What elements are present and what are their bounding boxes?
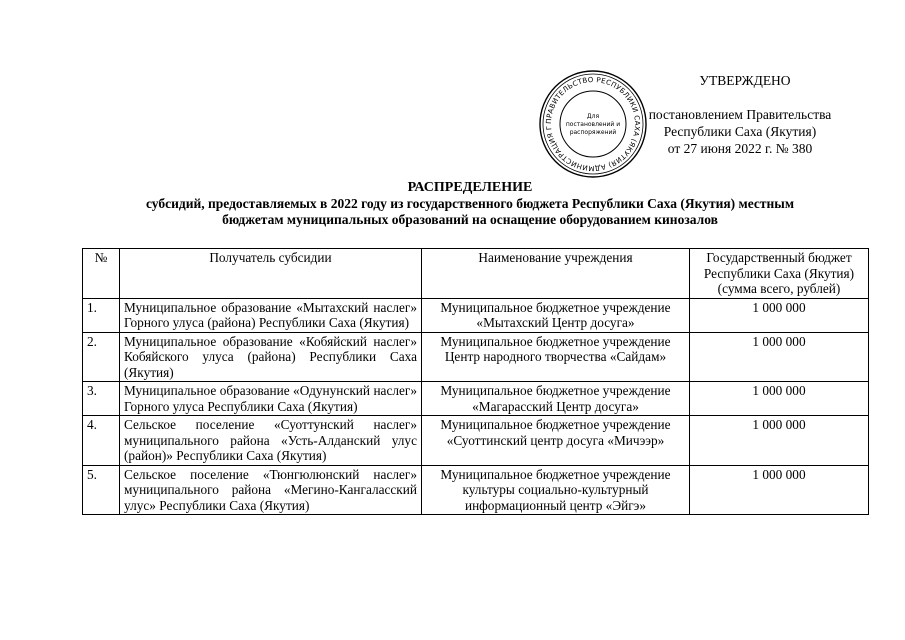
row-recipient: Муниципальное образование «Кобяйский наслег» Кобяйского улуса (района) Республики Саха (Якутия) [120,332,422,382]
seal-center-line-1: Для [586,113,600,120]
table-row [83,298,869,332]
title-main: РАСПРЕДЕЛЕНИЕ [407,180,533,195]
document-title [40,180,900,228]
row-amount: 1 000 000 [690,298,869,332]
row-institution: Муниципальное бюджетное учреждение Центр народного творчества «Сайдам» [422,332,690,382]
row-institution: Муниципальное бюджетное учреждение «Суоттинский центр досуга «Мичээр» [422,416,690,466]
row-amount: 1 000 000 [690,465,869,515]
approval-line-3: от 27 июня 2022 г. № 380 [667,141,813,156]
table-row [83,382,869,416]
approval-block [630,72,850,157]
row-institution: Муниципальное бюджетное учреждение «Мытахский Центр досуга» [422,298,690,332]
seal-center-line-2: постановлений и [565,121,621,128]
row-num: 4. [83,416,120,466]
row-institution: Муниципальное бюджетное учреждение культуры социально-культурный информационный центр «Эйгэ» [422,465,690,515]
table-row [83,465,869,515]
seal-center-line-3: распоряжений [569,129,617,136]
title-line-1: субсидий, предоставляемых в 2022 году из государственного бюджета Республики Саха (Якутия) местным [145,196,795,211]
row-recipient: Сельское поселение «Суоттунский наслег» муниципального района «Усть-Алданский улус (район)» Республики Саха (Якутия) [120,416,422,466]
row-num: 1. [83,298,120,332]
header-institution: Наименование учреждения [422,249,690,299]
approval-line-2: Республики Саха (Якутия) [663,124,817,139]
row-amount: 1 000 000 [690,332,869,382]
row-num: 5. [83,465,120,515]
row-amount: 1 000 000 [690,416,869,466]
table-header-row [83,249,869,299]
table-row [83,416,869,466]
row-num: 3. [83,382,120,416]
seal-ring-text: ПРАВИТЕЛЬСТВО РЕСПУБЛИКИ САХА (ЯКУТИЯ) АДМИНИСТРАЦИЯ Г [544,75,642,173]
row-recipient: Сельское поселение «Тюнгюлюнский наслег» муниципального района «Мегино-Кангаласский улус» Республики Саха (Якутия) [120,465,422,515]
title-line-2: бюджетам муниципальных образований на оснащение оборудованием кинозалов [222,212,718,227]
approved-label: УТВЕРЖДЕНО [699,73,791,88]
table-row [83,332,869,382]
approval-line-1: постановлением Правительства [648,107,832,122]
subsidy-table [82,248,869,515]
header-num: № [83,249,120,299]
header-budget: Государственный бюджет Республики Саха (Якутия) (сумма всего, рублей) [690,249,869,299]
row-recipient: Муниципальное образование «Одунунский наслег» Горного улуса Республики Саха (Якутия) [120,382,422,416]
row-num: 2. [83,332,120,382]
row-institution: Муниципальное бюджетное учреждение «Магарасский Центр досуга» [422,382,690,416]
row-recipient: Муниципальное образование «Мытахский наслег» Горного улуса (района) Республики Саха (Якутия) [120,298,422,332]
header-recipient: Получатель субсидии [120,249,422,299]
row-amount: 1 000 000 [690,382,869,416]
